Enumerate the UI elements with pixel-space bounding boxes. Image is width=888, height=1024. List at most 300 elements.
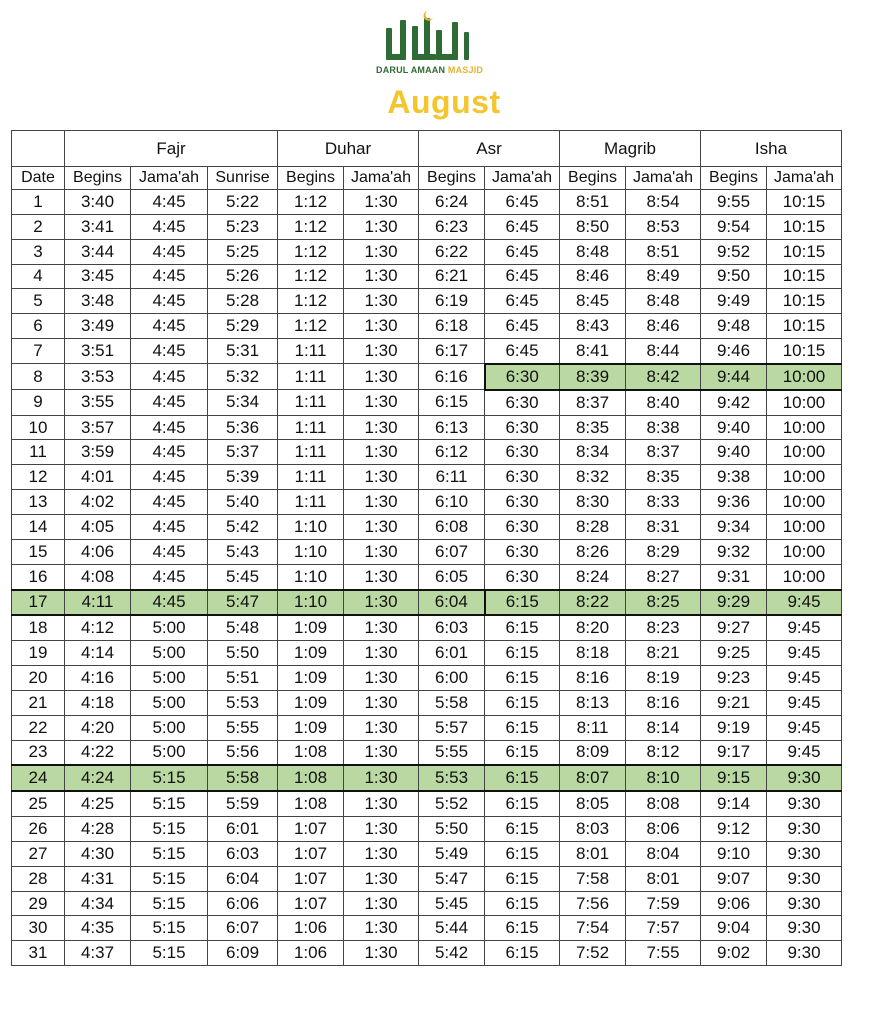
time-cell: 4:45	[131, 289, 208, 314]
time-cell: 8:41	[560, 339, 626, 364]
time-cell: 5:47	[208, 590, 278, 616]
column-header: Begins	[278, 167, 344, 190]
time-cell: 6:07	[208, 916, 278, 941]
time-cell: 10:00	[767, 440, 842, 465]
time-cell: 1:30	[344, 390, 419, 415]
time-cell: 5:44	[419, 916, 485, 941]
time-cell: 8:28	[560, 514, 626, 539]
header-duhar: Duhar	[278, 131, 419, 167]
table-row	[12, 765, 842, 791]
time-cell: 8:46	[560, 264, 626, 289]
time-cell: 8:05	[560, 791, 626, 816]
time-cell: 9:12	[701, 817, 767, 842]
time-cell: 7:52	[560, 941, 626, 966]
date-cell: 1	[12, 190, 65, 215]
time-cell: 8:12	[626, 740, 701, 765]
time-cell: 4:45	[131, 564, 208, 589]
time-cell: 9:34	[701, 514, 767, 539]
time-cell: 1:08	[278, 740, 344, 765]
header-isha: Isha	[701, 131, 842, 167]
time-cell: 5:40	[208, 490, 278, 515]
time-cell: 5:49	[419, 841, 485, 866]
time-cell: 1:11	[278, 440, 344, 465]
time-cell: 9:45	[767, 641, 842, 666]
time-cell: 5:56	[208, 740, 278, 765]
time-cell: 6:30	[485, 415, 560, 440]
time-cell: 9:21	[701, 690, 767, 715]
time-cell: 1:30	[344, 841, 419, 866]
date-cell: 8	[12, 364, 65, 390]
time-cell: 8:33	[626, 490, 701, 515]
time-cell: 1:11	[278, 339, 344, 364]
time-cell: 5:58	[419, 690, 485, 715]
time-cell: 5:15	[131, 791, 208, 816]
table-row	[12, 791, 842, 816]
date-cell: 4	[12, 264, 65, 289]
date-cell: 9	[12, 390, 65, 415]
time-cell: 9:45	[767, 666, 842, 691]
time-cell: 5:53	[208, 690, 278, 715]
time-cell: 4:08	[65, 564, 131, 589]
time-cell: 1:30	[344, 740, 419, 765]
time-cell: 5:58	[208, 765, 278, 791]
time-cell: 1:30	[344, 415, 419, 440]
time-cell: 8:53	[626, 214, 701, 239]
time-cell: 1:30	[344, 214, 419, 239]
time-cell: 5:53	[419, 765, 485, 791]
date-cell: 10	[12, 415, 65, 440]
time-cell: 9:36	[701, 490, 767, 515]
time-cell: 1:30	[344, 564, 419, 589]
table-row	[12, 817, 842, 842]
time-cell: 8:22	[560, 590, 626, 616]
time-cell: 9:30	[767, 866, 842, 891]
time-cell: 9:45	[767, 715, 842, 740]
time-cell: 6:08	[419, 514, 485, 539]
time-cell: 3:44	[65, 239, 131, 264]
time-cell: 8:27	[626, 564, 701, 589]
time-cell: 1:12	[278, 289, 344, 314]
time-cell: 7:58	[560, 866, 626, 891]
time-cell: 10:15	[767, 339, 842, 364]
time-cell: 7:57	[626, 916, 701, 941]
time-cell: 1:30	[344, 289, 419, 314]
time-cell: 8:40	[626, 390, 701, 415]
time-cell: 8:01	[626, 866, 701, 891]
time-cell: 6:01	[208, 817, 278, 842]
table-row	[12, 916, 842, 941]
table-row	[12, 740, 842, 765]
time-cell: 5:00	[131, 715, 208, 740]
time-cell: 5:15	[131, 841, 208, 866]
time-cell: 5:45	[208, 564, 278, 589]
table-row	[12, 941, 842, 966]
time-cell: 1:30	[344, 641, 419, 666]
table-row	[12, 289, 842, 314]
column-header: Date	[12, 167, 65, 190]
time-cell: 4:12	[65, 615, 131, 640]
time-cell: 10:15	[767, 264, 842, 289]
table-row	[12, 214, 842, 239]
table-row	[12, 866, 842, 891]
time-cell: 1:11	[278, 364, 344, 390]
time-cell: 4:20	[65, 715, 131, 740]
time-cell: 4:45	[131, 264, 208, 289]
time-cell: 1:30	[344, 465, 419, 490]
table-row	[12, 539, 842, 564]
time-cell: 4:45	[131, 390, 208, 415]
time-cell: 1:30	[344, 666, 419, 691]
time-cell: 8:51	[560, 190, 626, 215]
time-cell: 1:09	[278, 690, 344, 715]
time-cell: 1:10	[278, 564, 344, 589]
time-cell: 1:09	[278, 666, 344, 691]
time-cell: 8:37	[626, 440, 701, 465]
time-cell: 3:40	[65, 190, 131, 215]
time-cell: 1:09	[278, 641, 344, 666]
time-cell: 1:30	[344, 791, 419, 816]
time-cell: 8:14	[626, 715, 701, 740]
time-cell: 1:30	[344, 690, 419, 715]
time-cell: 1:12	[278, 314, 344, 339]
time-cell: 8:13	[560, 690, 626, 715]
time-cell: 5:36	[208, 415, 278, 440]
time-cell: 8:31	[626, 514, 701, 539]
time-cell: 6:04	[419, 590, 485, 616]
time-cell: 8:26	[560, 539, 626, 564]
time-cell: 4:37	[65, 941, 131, 966]
time-cell: 5:15	[131, 916, 208, 941]
date-cell: 26	[12, 817, 65, 842]
time-cell: 8:50	[560, 214, 626, 239]
time-cell: 10:00	[767, 490, 842, 515]
time-cell: 6:45	[485, 289, 560, 314]
time-cell: 4:25	[65, 791, 131, 816]
time-cell: 1:10	[278, 539, 344, 564]
time-cell: 9:48	[701, 314, 767, 339]
time-cell: 4:45	[131, 364, 208, 390]
column-header: Jama'ah	[626, 167, 701, 190]
time-cell: 4:01	[65, 465, 131, 490]
time-cell: 9:40	[701, 415, 767, 440]
time-cell: 8:16	[626, 690, 701, 715]
time-cell: 1:06	[278, 941, 344, 966]
time-cell: 5:45	[419, 891, 485, 916]
column-header: Begins	[419, 167, 485, 190]
table-row	[12, 666, 842, 691]
time-cell: 1:09	[278, 715, 344, 740]
time-cell: 7:59	[626, 891, 701, 916]
time-cell: 1:11	[278, 415, 344, 440]
time-cell: 8:16	[560, 666, 626, 691]
time-cell: 6:45	[485, 339, 560, 364]
time-cell: 9:19	[701, 715, 767, 740]
time-cell: 6:45	[485, 264, 560, 289]
time-cell: 1:30	[344, 539, 419, 564]
time-cell: 9:07	[701, 866, 767, 891]
time-cell: 4:45	[131, 239, 208, 264]
date-cell: 31	[12, 941, 65, 966]
time-cell: 5:51	[208, 666, 278, 691]
time-cell: 10:00	[767, 390, 842, 415]
time-cell: 5:48	[208, 615, 278, 640]
time-cell: 7:55	[626, 941, 701, 966]
time-cell: 4:45	[131, 440, 208, 465]
date-cell: 13	[12, 490, 65, 515]
time-cell: 1:08	[278, 791, 344, 816]
date-cell: 25	[12, 791, 65, 816]
time-cell: 5:00	[131, 666, 208, 691]
time-cell: 6:15	[485, 916, 560, 941]
time-cell: 4:31	[65, 866, 131, 891]
time-cell: 10:00	[767, 364, 842, 390]
time-cell: 8:32	[560, 465, 626, 490]
time-cell: 5:28	[208, 289, 278, 314]
time-cell: 5:15	[131, 866, 208, 891]
column-header: Begins	[701, 167, 767, 190]
time-cell: 8:37	[560, 390, 626, 415]
time-cell: 10:15	[767, 314, 842, 339]
time-cell: 1:12	[278, 214, 344, 239]
date-cell: 30	[12, 916, 65, 941]
time-cell: 6:15	[485, 740, 560, 765]
time-cell: 5:32	[208, 364, 278, 390]
time-cell: 10:00	[767, 564, 842, 589]
time-cell: 9:38	[701, 465, 767, 490]
time-cell: 10:15	[767, 239, 842, 264]
time-cell: 9:29	[701, 590, 767, 616]
time-cell: 10:00	[767, 514, 842, 539]
time-cell: 9:17	[701, 740, 767, 765]
date-cell: 6	[12, 314, 65, 339]
time-cell: 4:45	[131, 214, 208, 239]
time-cell: 9:02	[701, 941, 767, 966]
time-cell: 8:04	[626, 841, 701, 866]
time-cell: 7:56	[560, 891, 626, 916]
time-cell: 1:06	[278, 916, 344, 941]
time-cell: 1:11	[278, 465, 344, 490]
time-cell: 1:30	[344, 440, 419, 465]
time-cell: 1:30	[344, 817, 419, 842]
time-cell: 6:11	[419, 465, 485, 490]
time-cell: 6:45	[485, 214, 560, 239]
time-cell: 9:30	[767, 765, 842, 791]
time-cell: 1:30	[344, 514, 419, 539]
timetable-body	[12, 190, 842, 966]
time-cell: 5:59	[208, 791, 278, 816]
time-cell: 9:27	[701, 615, 767, 640]
time-cell: 9:30	[767, 891, 842, 916]
time-cell: 6:15	[485, 666, 560, 691]
time-cell: 6:10	[419, 490, 485, 515]
time-cell: 5:55	[419, 740, 485, 765]
time-cell: 6:30	[485, 390, 560, 415]
time-cell: 9:50	[701, 264, 767, 289]
time-cell: 9:46	[701, 339, 767, 364]
time-cell: 8:48	[560, 239, 626, 264]
time-cell: 5:26	[208, 264, 278, 289]
time-cell: 1:30	[344, 314, 419, 339]
time-cell: 4:16	[65, 666, 131, 691]
time-cell: 1:07	[278, 866, 344, 891]
table-row	[12, 891, 842, 916]
time-cell: 5:00	[131, 641, 208, 666]
date-cell: 24	[12, 765, 65, 791]
time-cell: 5:15	[131, 817, 208, 842]
time-cell: 1:30	[344, 891, 419, 916]
time-cell: 5:25	[208, 239, 278, 264]
table-row	[12, 465, 842, 490]
time-cell: 1:11	[278, 390, 344, 415]
date-cell: 20	[12, 666, 65, 691]
time-cell: 6:03	[419, 615, 485, 640]
time-cell: 3:41	[65, 214, 131, 239]
table-row	[12, 390, 842, 415]
table-row	[12, 841, 842, 866]
date-cell: 5	[12, 289, 65, 314]
logo-name: DARUL AMAAN	[376, 65, 446, 75]
time-cell: 5:15	[131, 941, 208, 966]
time-cell: 6:07	[419, 539, 485, 564]
time-cell: 3:51	[65, 339, 131, 364]
time-cell: 8:42	[626, 364, 701, 390]
time-cell: 8:46	[626, 314, 701, 339]
time-cell: 8:10	[626, 765, 701, 791]
time-cell: 6:45	[485, 239, 560, 264]
time-cell: 5:00	[131, 740, 208, 765]
month-title: August	[387, 84, 501, 120]
time-cell: 5:37	[208, 440, 278, 465]
time-cell: 1:30	[344, 364, 419, 390]
time-cell: 1:07	[278, 891, 344, 916]
time-cell: 9:30	[767, 817, 842, 842]
time-cell: 1:30	[344, 765, 419, 791]
time-cell: 8:35	[560, 415, 626, 440]
time-cell: 9:40	[701, 440, 767, 465]
time-cell: 6:06	[208, 891, 278, 916]
time-cell: 1:30	[344, 239, 419, 264]
time-cell: 6:15	[485, 690, 560, 715]
table-row	[12, 715, 842, 740]
time-cell: 1:11	[278, 490, 344, 515]
table-row	[12, 641, 842, 666]
time-cell: 8:39	[560, 364, 626, 390]
time-cell: 6:16	[419, 364, 485, 390]
time-cell: 1:30	[344, 615, 419, 640]
time-cell: 6:30	[485, 364, 560, 390]
time-cell: 3:55	[65, 390, 131, 415]
time-cell: 1:12	[278, 239, 344, 264]
time-cell: 4:45	[131, 490, 208, 515]
time-cell: 5:42	[419, 941, 485, 966]
time-cell: 5:15	[131, 891, 208, 916]
time-cell: 6:30	[485, 490, 560, 515]
time-cell: 5:00	[131, 690, 208, 715]
time-cell: 8:35	[626, 465, 701, 490]
time-cell: 6:17	[419, 339, 485, 364]
time-cell: 8:03	[560, 817, 626, 842]
time-cell: 6:01	[419, 641, 485, 666]
date-cell: 2	[12, 214, 65, 239]
time-cell: 10:15	[767, 190, 842, 215]
time-cell: 1:30	[344, 916, 419, 941]
time-cell: 6:24	[419, 190, 485, 215]
time-cell: 8:44	[626, 339, 701, 364]
time-cell: 4:06	[65, 539, 131, 564]
time-cell: 6:15	[485, 765, 560, 791]
prayer-header-row	[12, 131, 842, 167]
time-cell: 6:09	[208, 941, 278, 966]
table-row	[12, 564, 842, 589]
time-cell: 5:23	[208, 214, 278, 239]
time-cell: 4:45	[131, 465, 208, 490]
time-cell: 10:15	[767, 214, 842, 239]
column-header: Jama'ah	[767, 167, 842, 190]
time-cell: 3:45	[65, 264, 131, 289]
time-cell: 4:30	[65, 841, 131, 866]
time-cell: 9:49	[701, 289, 767, 314]
table-row	[12, 364, 842, 390]
time-cell: 6:15	[485, 590, 560, 616]
time-cell: 8:34	[560, 440, 626, 465]
time-cell: 6:30	[485, 440, 560, 465]
time-cell: 1:30	[344, 941, 419, 966]
time-cell: 4:45	[131, 539, 208, 564]
table-row	[12, 314, 842, 339]
time-cell: 4:45	[131, 314, 208, 339]
time-cell: 4:28	[65, 817, 131, 842]
time-cell: 9:30	[767, 791, 842, 816]
time-cell: 9:45	[767, 590, 842, 616]
time-cell: 6:13	[419, 415, 485, 440]
time-cell: 9:30	[767, 841, 842, 866]
column-header: Jama'ah	[131, 167, 208, 190]
time-cell: 8:11	[560, 715, 626, 740]
time-cell: 6:30	[485, 564, 560, 589]
date-cell: 18	[12, 615, 65, 640]
time-cell: 4:45	[131, 190, 208, 215]
time-cell: 1:07	[278, 841, 344, 866]
time-cell: 9:45	[767, 615, 842, 640]
date-cell: 11	[12, 440, 65, 465]
header-magrib: Magrib	[560, 131, 701, 167]
time-cell: 8:21	[626, 641, 701, 666]
time-cell: 8:45	[560, 289, 626, 314]
time-cell: 4:11	[65, 590, 131, 616]
time-cell: 9:04	[701, 916, 767, 941]
time-cell: 1:30	[344, 866, 419, 891]
time-cell: 10:00	[767, 415, 842, 440]
time-cell: 8:38	[626, 415, 701, 440]
time-cell: 8:51	[626, 239, 701, 264]
date-cell: 14	[12, 514, 65, 539]
time-cell: 8:06	[626, 817, 701, 842]
time-cell: 6:23	[419, 214, 485, 239]
table-row	[12, 264, 842, 289]
time-cell: 1:10	[278, 514, 344, 539]
time-cell: 6:18	[419, 314, 485, 339]
time-cell: 8:20	[560, 615, 626, 640]
time-cell: 5:47	[419, 866, 485, 891]
time-cell: 9:30	[767, 941, 842, 966]
time-cell: 5:50	[208, 641, 278, 666]
date-cell: 7	[12, 339, 65, 364]
prayer-timetable	[11, 130, 842, 966]
date-cell: 23	[12, 740, 65, 765]
time-cell: 4:14	[65, 641, 131, 666]
time-cell: 9:15	[701, 765, 767, 791]
time-cell: 8:07	[560, 765, 626, 791]
